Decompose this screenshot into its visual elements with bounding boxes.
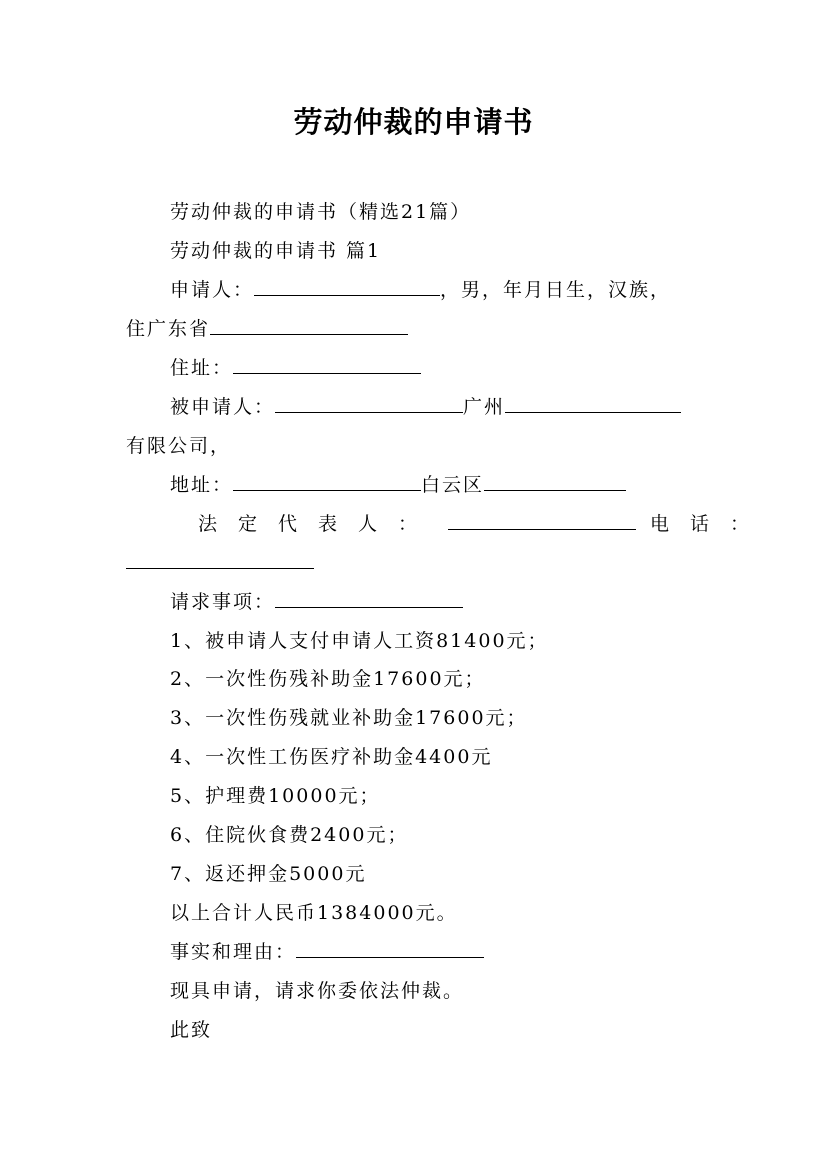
applicant-residence-label: 住广东省	[126, 318, 211, 340]
respondent-company-blank	[505, 394, 681, 413]
address-line	[170, 355, 421, 381]
claim-item: 5、护理费10000元；	[170, 785, 381, 807]
phone-blank	[126, 550, 314, 569]
phone-blank-line	[126, 550, 314, 576]
applicant-label: 申请人：	[170, 279, 255, 301]
applicant-name-blank	[254, 277, 440, 296]
claims-label: 请求事项：	[170, 591, 276, 613]
legal-rep-label: 法定代表人：	[198, 513, 439, 535]
respondent-city: 广州	[463, 396, 506, 418]
phone-label: 电话：	[650, 513, 771, 535]
facts-blank	[296, 939, 484, 958]
claim-item: 6、住院伙食费2400元；	[170, 824, 409, 846]
facts-line	[170, 939, 484, 965]
respondent-district-blank	[484, 472, 626, 491]
claim-item: 1、被申请人支付申请人工资81400元；	[170, 630, 549, 652]
claim-item: 4、一次性工伤医疗补助金4400元	[170, 746, 493, 768]
closing-line: 此致	[170, 1019, 213, 1041]
respondent-line	[170, 394, 681, 420]
total-line: 以上合计人民币1384000元。	[170, 902, 458, 924]
request-line: 现具申请，请求你委依法仲裁。	[170, 980, 465, 1002]
legal-rep-line	[198, 511, 770, 537]
applicant-residence-line	[126, 316, 408, 342]
claims-blank	[275, 589, 463, 608]
respondent-company-line: 有限公司，	[126, 435, 232, 457]
facts-label: 事实和理由：	[170, 941, 297, 963]
section-heading: 劳动仲裁的申请书 篇1	[170, 240, 382, 262]
claim-item: 2、一次性伤残补助金17600元；	[170, 668, 486, 690]
respondent-district: 白云区	[421, 474, 485, 496]
respondent-name-blank	[275, 394, 463, 413]
respondent-address-label: 地址：	[170, 474, 234, 496]
applicant-line	[170, 277, 671, 303]
claim-item: 7、返还押金5000元	[170, 863, 367, 885]
legal-rep-blank	[448, 511, 636, 530]
respondent-label: 被申请人：	[170, 396, 276, 418]
claim-item: 3、一次性伤残就业补助金17600元；	[170, 707, 528, 729]
address-blank	[233, 355, 421, 374]
address-label: 住址：	[170, 357, 234, 379]
respondent-address-blank	[233, 472, 421, 491]
applicant-details: ，男，年月日生，汉族，	[440, 279, 672, 301]
subtitle: 劳动仲裁的申请书（精选21篇）	[170, 201, 472, 223]
document-title: 劳动仲裁的申请书	[293, 105, 534, 139]
respondent-address-line	[170, 472, 626, 498]
applicant-residence-blank	[210, 316, 408, 335]
claims-line	[170, 589, 463, 615]
